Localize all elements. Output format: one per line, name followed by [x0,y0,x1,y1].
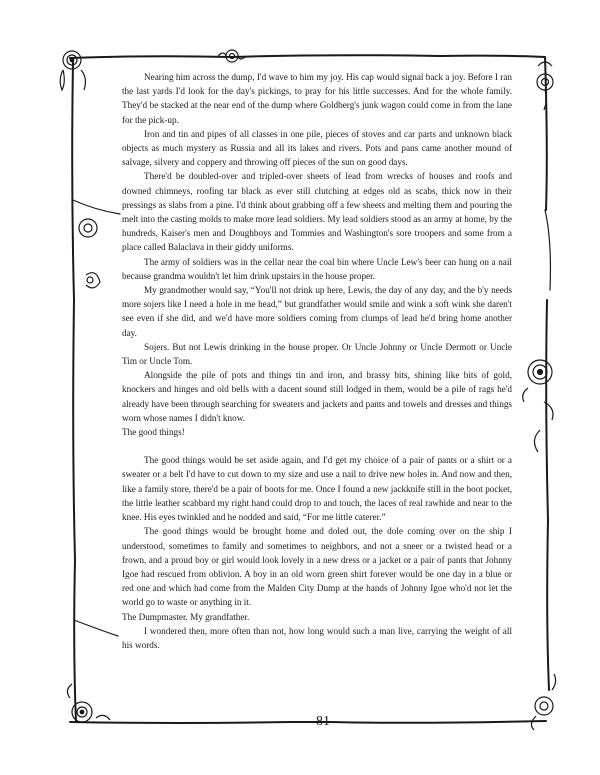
paragraph: Sojers. But not Lewis drinking in the house proper. Or Uncle Johnny or Uncle Dermott or Uncle Tim or Uncle Tom. [122,341,512,367]
paragraph: There'd be doubled-over and tripled-over sheets of lead from wrecks of houses and roofs and downed chimneys, roofing tar black as ever still clutching at edges old as scabs, thick now in their pressings as slabs from a pine. I'd think about grabbing off a few sheets and melting them and pouring the melt into the casting molds to make more lead soldiers. My lead soldiers stood as an army at home, by the hundreds, Kaiser's men and Doughboys and Tommies and Washington's sore troopers and some from a place called Balaclava in their giddy uniforms. [122,171,512,253]
paragraph: The good things would be set aside again, and I'd get my choice of a pair of pants or a shirt or a sweater or a belt I'd have to cut down to my size and use a nail to drive new holes in. And now and then, like a family store, there'd be a pair of boots for me. Once I found a new jackknife still in the boot pocket, the little leather scabbard my right hand could drop to and touch, the laces of real rawhide and near to the knee. His eyes twinkled and he nodded and said, “For me little caterer.” [122,455,512,523]
paragraph: Alongside the pile of pots and things tin and iron, and brassy bits, shining like bits of gold, knockers and hinges and old bells with a dacent sound still lodged in them, would be a pile of rags he'd already have been through searching for sweaters and jackets and pants and towels and dresses and things worn whose names I didn't know. [122,370,512,423]
paragraph: The good things! [122,427,185,438]
paragraph: The army of soldiers was in the cellar near the coal bin where Uncle Lew's beer can hung on a nail because grandma wouldn't let him drink upstairs in the house proper. [122,256,512,281]
paragraph: I wondered then, more often than not, how long would such a man live, carrying the weight of all his words. [122,625,512,650]
paragraph: My grandmother would say, “You'll not drink up here, Lewis, the day of any day, and the b'y needs more sojers like I need a hole in me head,” but grandfather would smile and wink a soft wink she daren't see even if she did, and we'd have more soldiers coming from clumps of lead he'd bring home another day. [122,285,512,338]
rose-icon-left-middle [79,219,100,288]
page-number: 81 [316,714,330,729]
rose-icon-right-middle [523,360,553,452]
rose-icon-bottom-left [67,684,110,722]
paragraph: The Dumpmaster. My grandfather. [122,611,250,622]
paragraph: Nearing him across the dump, I'd wave to him my joy. His cap would signal back a joy. Before I ran the last yards I'd look for the day's pickings, to pray for his little successes. And for the whole family. They'd be stacked at the near end of the dump where Goldberg's junk wagon could come in from the lane for the pick-up. [122,72,512,125]
body-text [122,70,512,652]
paragraph: Iron and tin and pipes of all classes in one pile, pieces of stoves and car parts and unknown black objects as much mystery as Russia and all its lakes and rivers. Pots and pans came another mound of salvage, silvery and coppery and throwing off pieces of the sun on good days. [122,128,512,168]
paragraph: The good things would be brought home and doled out, the dole coming over on the ship I understood, sometimes to family and sometimes to neighbors, and not a sneer or a twisted head or a frown, and a proud boy or girl would look lovely in a new dress or a jacket or a pair of pants that Johnny Igoe had rescued from oblivion. A boy in an old worn green shirt forever would be one day in a blue or red one and which had come from the Malden City Dump at the hands of Johnny Igoe who'd not let the world go to waste or anything in it. [122,526,512,608]
